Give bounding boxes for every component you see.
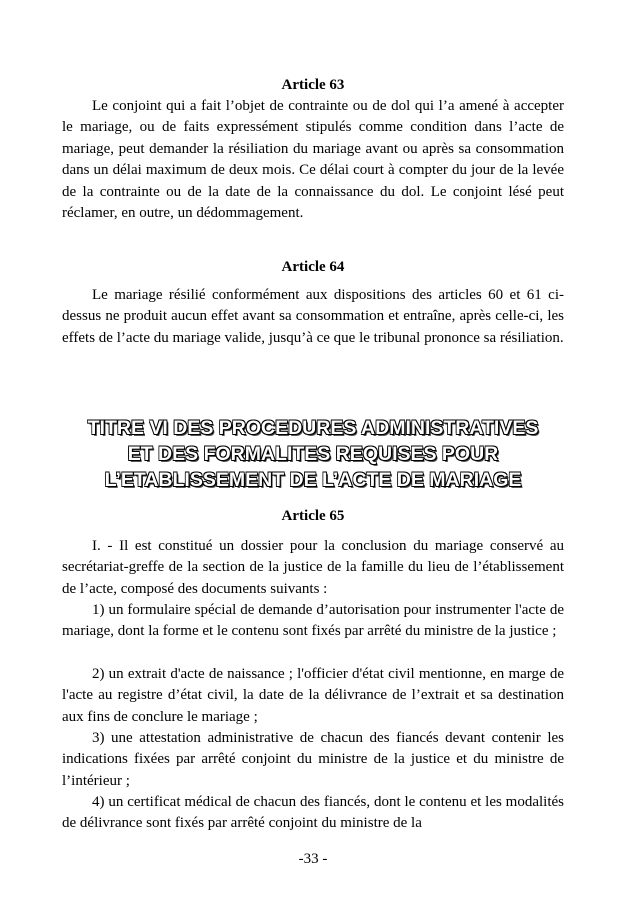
titre-vi-heading — [62, 415, 564, 493]
article-65-item-2: 2) un extrait d'acte de naissance ; l'officier d'état civil mentionne, en marge de l'acte au registre d’état civil, la date de la délivrance de l’extrait et sa destination aux fins de conclure le mariage ; — [62, 666, 564, 725]
titre-line-2: ET DES FORMALITES REQUISES POUR — [127, 443, 499, 465]
titre-line-1: TITRE VI DES PROCEDURES ADMINISTRATIVES — [87, 417, 539, 439]
document-page — [62, 0, 564, 903]
article-64-heading: Article 64 — [281, 259, 345, 275]
article-65-heading: Article 65 — [281, 508, 345, 524]
article-65-intro: I. - Il est constitué un dossier pour la conclusion du mariage conservé au secrétariat-greffe de la section de la justice de la famille du lieu de l’établissement de l’acte, composé des documents suivants : — [62, 538, 564, 597]
titre-line-3: L’ETABLISSEMENT DE L’ACTE DE MARIAGE — [104, 469, 522, 491]
article-63-heading: Article 63 — [281, 77, 345, 93]
article-65-item-1: 1) un formulaire spécial de demande d’autorisation pour instrumenter l'acte de mariage, dont la forme et le contenu sont fixés par arrêté du ministre de la justice ; — [62, 602, 564, 640]
article-65-item-4: 4) un certificat médical de chacun des fiancés, dont le contenu et les modalités de délivrance sont fixés par arrêté conjoint du ministre de la — [62, 794, 564, 832]
page-number: -33 - — [298, 851, 328, 867]
article-63-text: Le conjoint qui a fait l’objet de contrainte ou de dol qui l’a amené à accepter le mariage, ou de faits expressément stipulés comme condition dans l’acte de mariage, peut demander la résiliation du mariage avant ou après sa consommation dans un délai maximum de deux mois. Ce délai court à compter du jour de la levée de la contrainte ou de la date de la connaissance du dol. Le conjoint lésé peut réclamer, en outre, un dédommagement. — [62, 98, 564, 222]
article-65-item-3: 3) une attestation administrative de chacun des fiancés devant contenir les indications fixées par arrêté conjoint du ministre de la justice et du ministre de l’intérieur ; — [62, 730, 564, 789]
article-64-text: Le mariage résilié conformément aux dispositions des articles 60 et 61 ci-dessus ne produit aucun effet avant sa consommation et entraîne, après celle-ci, les effets de l’acte du mariage valide, jusqu’à ce que le tribunal prononce sa résiliation. — [62, 287, 564, 346]
